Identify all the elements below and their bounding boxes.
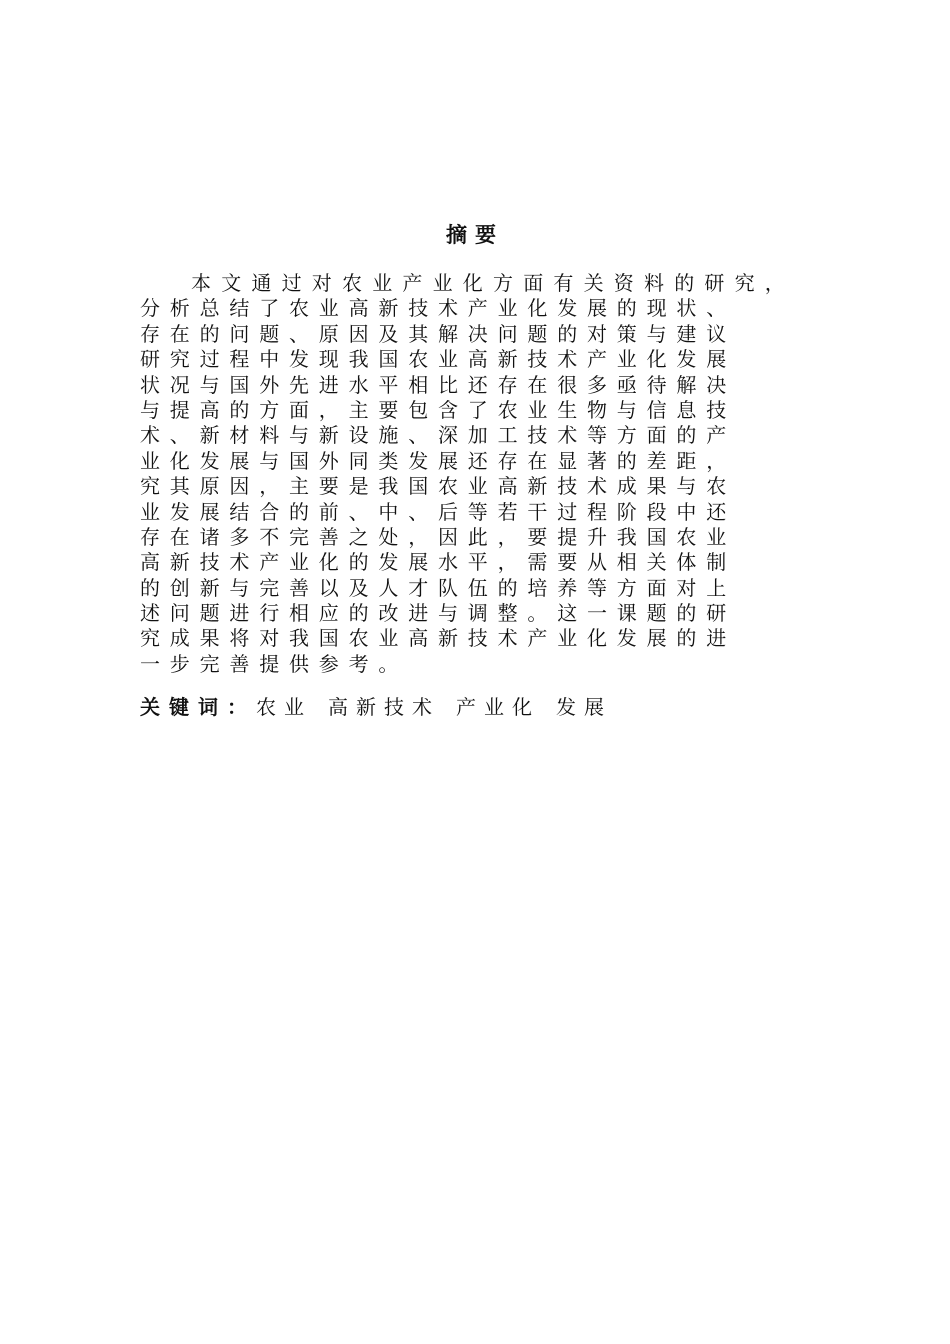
abstract-line: 与提高的方面，主要包含了农业生物与信息技 xyxy=(140,397,736,422)
abstract-line: 的创新与完善以及人才队伍的培养等方面对上 xyxy=(140,575,736,600)
abstract-title: 摘要 xyxy=(446,223,504,247)
abstract-line: 本文通过对农业产业化方面有关资料的研究， xyxy=(191,271,795,295)
abstract-line: 高新技术产业化的发展水平，需要从相关体制 xyxy=(140,550,736,575)
abstract-line: 状况与国外先进水平相比还存在很多亟待解决 xyxy=(140,372,736,397)
abstract-line: 存在诸多不完善之处，因此，要提升我国农业 xyxy=(140,524,736,549)
abstract-line: 分析总结了农业高新技术产业化发展的现状、 xyxy=(140,296,736,321)
abstract-body xyxy=(140,271,840,677)
abstract-line: 究成果将对我国农业高新技术产业化发展的进 xyxy=(140,626,736,651)
abstract-line: 业发展结合的前、中、后等若干过程阶段中还 xyxy=(140,499,736,524)
keyword-item: 高新技术 xyxy=(328,695,440,719)
keyword-item: 发展 xyxy=(556,695,612,719)
keywords-label: 关键词： xyxy=(140,695,256,719)
abstract-line: 研究过程中发现我国农业高新技术产业化发展 xyxy=(140,347,736,372)
abstract-line: 一步完善提供参考。 xyxy=(140,651,409,676)
keywords-line xyxy=(140,694,628,720)
keyword-item: 农业 xyxy=(256,695,312,719)
abstract-line: 术、新材料与新设施、深加工技术等方面的产 xyxy=(140,423,736,448)
keyword-item: 产业化 xyxy=(456,695,540,719)
abstract-line: 究其原因，主要是我国农业高新技术成果与农 xyxy=(140,474,736,499)
abstract-line: 业化发展与国外同类发展还存在显著的差距， xyxy=(140,448,736,473)
abstract-line: 述问题进行相应的改进与调整。这一课题的研 xyxy=(140,601,736,626)
abstract-line: 存在的问题、原因及其解决问题的对策与建议 xyxy=(140,321,736,346)
